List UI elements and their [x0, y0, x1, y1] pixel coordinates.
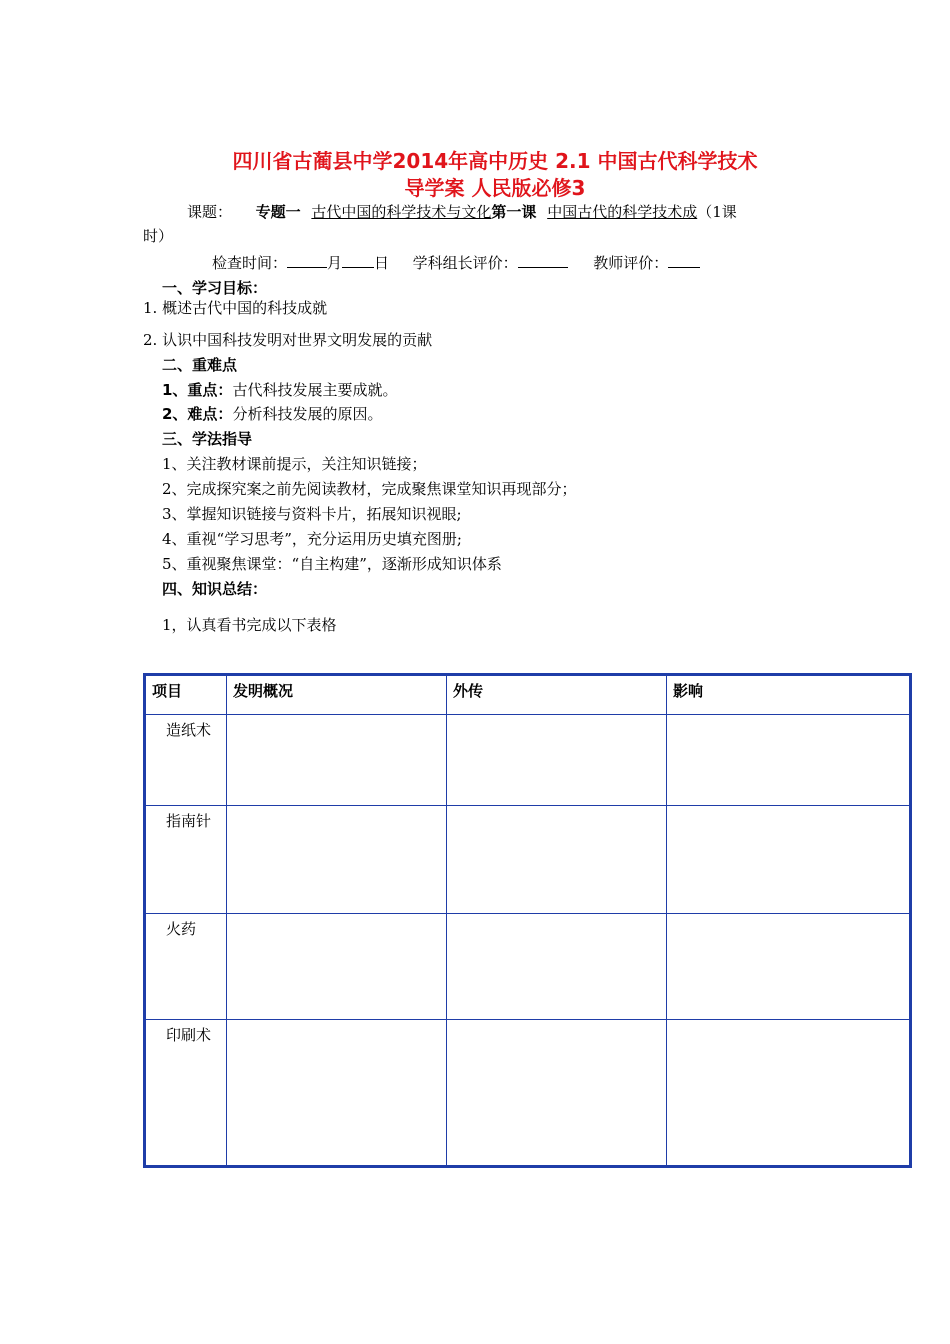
goal-item: 2. 认识中国科技发明对世界文明发展的贡献: [143, 331, 433, 349]
table-cell[interactable]: [447, 715, 667, 806]
table-row: [145, 715, 911, 806]
difficult-point-label: 2、难点：: [162, 405, 233, 423]
method-item: 2、完成探究案之前先阅读教材，完成聚焦课堂知识再现部分；: [162, 480, 577, 498]
day-label: 日: [374, 254, 390, 272]
header-item: 项目: [145, 675, 227, 715]
table-row: [145, 1020, 911, 1167]
table-cell[interactable]: [227, 806, 447, 914]
row-label-gunpowder: 火药: [145, 914, 227, 1020]
method-item: 1、关注教材课前提示，关注知识链接；: [162, 455, 427, 473]
key-point-text: 古代科技发展主要成就。: [232, 381, 398, 399]
document-title-line-2: 导学案 人民版必修3: [404, 176, 586, 200]
summary-table: [143, 673, 912, 1168]
table-cell[interactable]: [667, 914, 911, 1020]
row-label-compass: 指南针: [145, 806, 227, 914]
check-line: [212, 253, 700, 273]
course-label: 课题：: [187, 203, 233, 221]
table-row: [145, 806, 911, 914]
section-2-title: 二、重难点: [162, 356, 238, 374]
table-instruction: 1，认真看书完成以下表格: [162, 616, 337, 634]
table-cell[interactable]: [667, 1020, 911, 1167]
document-title-line-1: 四川省古蔺县中学2014年高中历史 2.1 中国古代科学技术: [232, 149, 758, 173]
method-item: 3、掌握知识链接与资料卡片，拓展知识视眼;: [162, 505, 462, 523]
section-4-title: 四、知识总结：: [162, 580, 268, 598]
group-eval-blank[interactable]: [518, 253, 568, 268]
course-line: [187, 202, 737, 222]
header-influence: 影响: [667, 675, 911, 715]
table-cell[interactable]: [447, 806, 667, 914]
course-topic-title: 古代中国的科学技术与文化: [311, 203, 492, 221]
method-item: 5、重视聚焦课堂：“自主构建”，逐渐形成知识体系: [162, 555, 502, 573]
course-lesson: 第一课: [491, 203, 537, 221]
table-cell[interactable]: [227, 914, 447, 1020]
header-overview: 发明概况: [227, 675, 447, 715]
group-eval-label: 学科组长评价：: [412, 254, 518, 272]
month-blank[interactable]: [287, 253, 327, 268]
check-time-label: 检查时间：: [212, 254, 288, 272]
table-header-row: [145, 675, 911, 715]
table-row: [145, 914, 911, 1020]
difficult-point: [162, 404, 382, 424]
key-point-label: 1、重点：: [162, 381, 233, 399]
difficult-point-text: 分析科技发展的原因。: [232, 405, 383, 423]
teacher-eval-label: 教师评价：: [593, 254, 669, 272]
course-hours-end: 时）: [143, 227, 174, 245]
goal-item: 1. 概述古代中国的科技成就: [143, 299, 328, 317]
row-label-printing: 印刷术: [145, 1020, 227, 1167]
section-1-title: 一、学习目标：: [162, 279, 268, 297]
table-cell[interactable]: [227, 715, 447, 806]
table-cell[interactable]: [227, 1020, 447, 1167]
method-item: 4、重视“学习思考”，充分运用历史填充图册;: [162, 530, 462, 548]
table-cell[interactable]: [447, 914, 667, 1020]
table-cell[interactable]: [667, 806, 911, 914]
table-cell[interactable]: [667, 715, 911, 806]
teacher-eval-blank[interactable]: [668, 253, 700, 268]
course-hours-start: （1课: [697, 203, 737, 221]
course-lesson-title: 中国古代的科学技术成: [547, 203, 698, 221]
section-3-title: 三、学法指导: [162, 430, 253, 448]
header-spread: 外传: [447, 675, 667, 715]
day-blank[interactable]: [342, 253, 374, 268]
row-label-paper: 造纸术: [145, 715, 227, 806]
table-cell[interactable]: [447, 1020, 667, 1167]
key-point: [162, 380, 397, 400]
course-topic: 专题一: [255, 203, 301, 221]
month-label: 月: [327, 254, 343, 272]
